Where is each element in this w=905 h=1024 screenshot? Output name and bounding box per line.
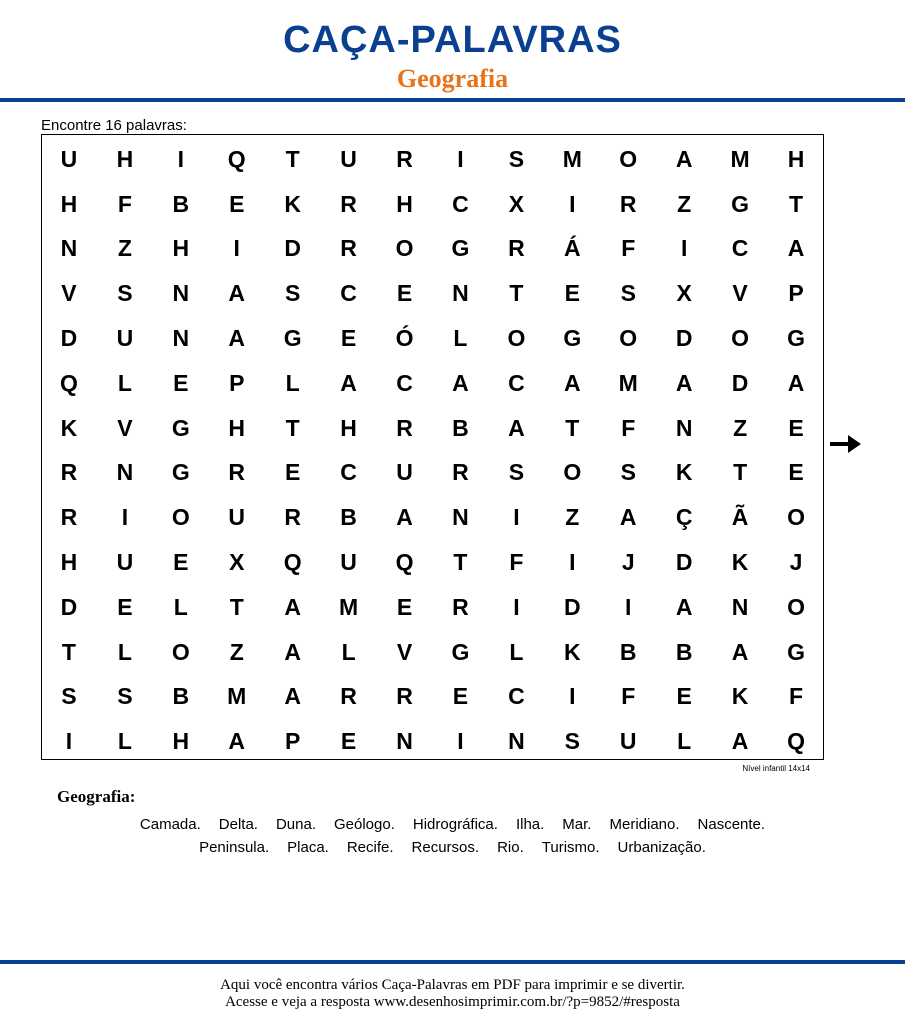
grid-letter[interactable]: O xyxy=(731,325,750,352)
grid-letter[interactable]: X xyxy=(229,549,245,576)
word-item: Turismo. xyxy=(541,839,600,856)
grid-letter[interactable]: O xyxy=(787,593,805,620)
grid-letter[interactable]: N xyxy=(731,593,749,620)
grid-letter[interactable]: P xyxy=(229,369,245,396)
grid-letter[interactable]: F xyxy=(621,414,636,441)
grid-letter[interactable]: T xyxy=(788,190,804,217)
grid-letter[interactable]: U xyxy=(228,504,246,531)
grid-letter[interactable]: R xyxy=(452,459,469,486)
grid-letter[interactable]: F xyxy=(621,683,636,710)
grid-letter[interactable]: I xyxy=(569,683,576,710)
grid-letter[interactable]: E xyxy=(396,593,413,620)
grid-letter[interactable]: O xyxy=(619,325,638,352)
grid-letter[interactable]: I xyxy=(569,190,576,217)
grid-letter[interactable]: N xyxy=(396,728,413,755)
grid-letter[interactable]: E xyxy=(788,459,804,486)
grid-letter[interactable]: F xyxy=(621,235,636,262)
grid-letter[interactable]: K xyxy=(731,549,749,576)
grid-letter[interactable]: H xyxy=(172,235,190,262)
grid-letter[interactable]: R xyxy=(508,235,525,262)
grid-letter[interactable]: A xyxy=(452,369,469,396)
grid-letter[interactable]: T xyxy=(733,459,748,486)
page-title: CAÇA-PALAVRAS xyxy=(283,19,622,61)
grid-letter[interactable]: R xyxy=(228,459,246,486)
grid-letter[interactable]: D xyxy=(675,325,693,352)
grid-letter[interactable]: Q xyxy=(395,549,414,576)
level-label: Nível infantil 14x14 xyxy=(742,764,810,773)
page-subtitle: Geografia xyxy=(396,64,509,93)
grid-letter[interactable]: O xyxy=(563,459,582,486)
grid-letter[interactable]: D xyxy=(564,593,581,620)
word-item: Recursos. xyxy=(411,839,480,856)
grid-letter[interactable]: A xyxy=(675,369,693,396)
grid-letter[interactable]: P xyxy=(788,280,804,307)
grid-letter[interactable]: Z xyxy=(677,190,692,217)
grid-letter[interactable]: L xyxy=(677,728,692,755)
grid-letter[interactable]: A xyxy=(228,728,246,755)
grid-letter[interactable]: M xyxy=(227,683,247,710)
grid-letter[interactable]: I xyxy=(121,504,129,531)
grid-letter[interactable]: R xyxy=(396,145,413,172)
footer-text-2: Acesse e veja a resposta www.desenhosimprimir.com.br/?p=9852/#resposta xyxy=(225,994,680,1010)
grid-letter[interactable]: N xyxy=(675,414,693,441)
grid-letter[interactable]: C xyxy=(340,459,357,486)
grid-letter[interactable]: J xyxy=(621,549,635,576)
grid-letter[interactable]: C xyxy=(508,369,525,396)
grid-letter[interactable]: B xyxy=(340,504,357,531)
grid-letter[interactable]: A xyxy=(284,683,301,710)
footer-text-1: Aqui você encontra vários Caça-Palavras em PDF para imprimir e se divertir. xyxy=(220,977,685,993)
grid-letter[interactable]: I xyxy=(457,145,464,172)
word-item: Peninsula. xyxy=(199,839,270,856)
grid-letter[interactable]: J xyxy=(789,549,803,576)
grid-letter[interactable]: O xyxy=(171,504,190,531)
grid-letter[interactable]: Ó xyxy=(395,325,414,352)
grid-letter[interactable]: E xyxy=(173,549,189,576)
grid-letter[interactable]: N xyxy=(508,728,525,755)
grid-letter[interactable]: M xyxy=(730,145,750,172)
grid-letter[interactable]: A xyxy=(396,504,413,531)
grid-letter[interactable]: T xyxy=(285,414,300,441)
grid-letter[interactable]: U xyxy=(340,549,357,576)
grid-letter[interactable]: S xyxy=(508,459,525,486)
grid-letter[interactable]: U xyxy=(396,459,413,486)
grid-letter[interactable]: R xyxy=(619,190,637,217)
grid-letter[interactable]: E xyxy=(229,190,245,217)
grid-letter[interactable]: H xyxy=(787,145,805,172)
grid-letter[interactable]: A xyxy=(675,145,693,172)
grid-letter[interactable]: U xyxy=(60,145,78,172)
grid-letter[interactable]: I xyxy=(513,593,520,620)
grid-letter[interactable]: A xyxy=(619,504,637,531)
grid-letter[interactable]: Z xyxy=(565,504,580,531)
word-item: Camada. xyxy=(139,816,201,833)
grid-letter[interactable]: T xyxy=(61,638,76,665)
grid-letter[interactable]: N xyxy=(452,280,469,307)
grid-letter[interactable]: I xyxy=(569,549,576,576)
grid-letter[interactable]: B xyxy=(452,414,469,441)
grid-letter[interactable]: S xyxy=(508,145,525,172)
grid-letter[interactable]: L xyxy=(285,369,300,396)
grid-letter[interactable]: O xyxy=(787,504,805,531)
grid-letter[interactable]: V xyxy=(61,280,77,307)
grid-letter[interactable]: S xyxy=(117,683,133,710)
grid-letter[interactable]: G xyxy=(451,638,470,665)
grid-letter[interactable]: T xyxy=(565,414,580,441)
grid-letter[interactable]: O xyxy=(619,145,638,172)
grid-letter[interactable]: L xyxy=(453,325,468,352)
word-item: Recife. xyxy=(346,839,394,856)
grid-letter[interactable]: R xyxy=(340,190,357,217)
grid-letter[interactable]: E xyxy=(340,325,357,352)
word-item: Hidrográfica. xyxy=(412,816,498,833)
grid-letter[interactable]: D xyxy=(675,549,693,576)
grid-letter[interactable]: E xyxy=(788,414,804,441)
grid-letter[interactable]: L xyxy=(117,638,132,665)
grid-letter[interactable]: L xyxy=(173,593,188,620)
grid-letter[interactable]: D xyxy=(60,593,78,620)
grid-letter[interactable]: Q xyxy=(787,728,805,755)
grid-letter[interactable]: K xyxy=(731,683,749,710)
grid-letter[interactable]: G xyxy=(451,235,470,262)
grid-letter[interactable]: G xyxy=(787,638,805,665)
grid-letter[interactable]: H xyxy=(116,145,134,172)
grid-letter[interactable]: Q xyxy=(227,145,246,172)
arrow-right-icon[interactable] xyxy=(830,434,862,454)
grid-letter[interactable]: S xyxy=(620,459,636,486)
grid-letter[interactable]: D xyxy=(60,325,78,352)
grid-letter[interactable]: N xyxy=(60,235,78,262)
word-item: Ilha. xyxy=(515,816,545,833)
grid-letter[interactable]: I xyxy=(177,145,184,172)
grid-letter[interactable]: N xyxy=(172,280,190,307)
grid-letter[interactable]: C xyxy=(731,235,749,262)
grid-letter[interactable]: A xyxy=(228,280,246,307)
grid-letter[interactable]: B xyxy=(172,190,190,217)
grid-letter[interactable]: S xyxy=(117,280,133,307)
grid-letter[interactable]: S xyxy=(564,728,580,755)
grid-letter[interactable]: I xyxy=(65,728,73,755)
grid-letter[interactable]: I xyxy=(457,728,464,755)
grid-letter[interactable]: H xyxy=(172,728,190,755)
grid-letter[interactable]: O xyxy=(507,325,526,352)
grid-letter[interactable]: E xyxy=(676,683,692,710)
grid-letter[interactable]: S xyxy=(620,280,636,307)
grid-letter[interactable]: U xyxy=(116,325,134,352)
grid-letter[interactable]: G xyxy=(171,459,190,486)
grid-letter[interactable]: H xyxy=(228,414,246,441)
grid-letter[interactable]: R xyxy=(396,683,413,710)
grid-letter[interactable]: H xyxy=(60,549,78,576)
grid-letter[interactable]: V xyxy=(732,280,748,307)
grid-letter[interactable]: V xyxy=(117,414,133,441)
grid-letter[interactable]: I xyxy=(625,593,632,620)
grid-letter[interactable]: P xyxy=(285,728,301,755)
instruction-text: Encontre 16 palavras: xyxy=(41,117,187,134)
grid-letter[interactable]: N xyxy=(172,325,190,352)
grid-letter[interactable]: L xyxy=(117,369,132,396)
grid-letter[interactable]: U xyxy=(619,728,637,755)
grid-letter[interactable]: I xyxy=(680,235,688,262)
word-list-line-2 xyxy=(0,839,905,857)
grid-letter[interactable]: K xyxy=(564,638,581,665)
word-item: Meridiano. xyxy=(609,816,680,833)
grid-letter[interactable]: I xyxy=(513,504,520,531)
grid-letter[interactable]: R xyxy=(396,414,413,441)
grid-letter[interactable]: R xyxy=(60,459,78,486)
grid-letter[interactable]: A xyxy=(340,369,357,396)
word-item: Geólogo. xyxy=(334,816,395,833)
grid-letter[interactable]: Ã xyxy=(731,504,749,531)
grid-letter[interactable]: A xyxy=(787,369,805,396)
grid-letter[interactable]: E xyxy=(285,459,301,486)
word-item: Duna. xyxy=(275,816,316,833)
grid-letter[interactable]: A xyxy=(564,369,581,396)
grid-letter[interactable]: A xyxy=(787,235,805,262)
grid-letter[interactable]: G xyxy=(171,414,190,441)
grid-letter[interactable]: C xyxy=(396,369,413,396)
grid-letter[interactable]: R xyxy=(452,593,469,620)
grid-letter[interactable]: H xyxy=(340,414,357,441)
grid-letter[interactable]: T xyxy=(285,145,300,172)
grid-letter[interactable]: A xyxy=(228,325,246,352)
grid-letter[interactable]: K xyxy=(284,190,301,217)
grid-letter[interactable]: U xyxy=(340,145,357,172)
grid-letter[interactable]: M xyxy=(339,593,359,620)
grid-letter[interactable]: Q xyxy=(283,549,302,576)
grid-letter[interactable]: G xyxy=(563,325,582,352)
grid-letter[interactable]: C xyxy=(508,683,525,710)
grid-letter[interactable]: A xyxy=(284,593,301,620)
grid-letter[interactable]: B xyxy=(675,638,693,665)
grid-letter[interactable]: Á xyxy=(564,235,581,262)
grid-letter[interactable]: C xyxy=(340,280,357,307)
grid-letter[interactable]: F xyxy=(788,683,804,710)
grid-letter[interactable]: L xyxy=(117,728,132,755)
grid-letter[interactable]: Z xyxy=(733,414,748,441)
grid-letter[interactable]: F xyxy=(509,549,524,576)
grid-letter[interactable]: A xyxy=(675,593,693,620)
word-list-title: Geografia: xyxy=(57,787,136,806)
grid-letter[interactable]: B xyxy=(619,638,637,665)
grid-letter[interactable]: O xyxy=(171,638,190,665)
word-item: Rio. xyxy=(497,839,524,856)
grid-letter[interactable]: T xyxy=(509,280,524,307)
grid-letter[interactable]: V xyxy=(396,638,413,665)
grid-letter[interactable]: D xyxy=(731,369,749,396)
grid-letter[interactable]: R xyxy=(284,504,301,531)
grid-letter[interactable]: M xyxy=(562,145,582,172)
grid-letter[interactable]: E xyxy=(564,280,580,307)
grid-letter[interactable]: B xyxy=(172,683,190,710)
grid-letter[interactable]: N xyxy=(452,504,469,531)
grid-letter[interactable]: R xyxy=(60,504,78,531)
grid-letter[interactable]: H xyxy=(60,190,78,217)
word-item: Urbanização. xyxy=(617,839,706,856)
grid-letter[interactable]: U xyxy=(116,549,134,576)
grid-letter[interactable]: E xyxy=(117,593,133,620)
grid-letter[interactable]: E xyxy=(396,280,413,307)
grid-letter[interactable]: A xyxy=(284,638,301,665)
grid-letter[interactable]: E xyxy=(452,683,469,710)
grid-letter[interactable]: L xyxy=(509,638,524,665)
grid-letter[interactable]: G xyxy=(283,325,302,352)
grid-letter[interactable]: A xyxy=(508,414,525,441)
grid-letter[interactable]: T xyxy=(229,593,244,620)
grid-letter[interactable]: G xyxy=(731,190,750,217)
grid-letter[interactable]: E xyxy=(173,369,189,396)
grid-letter[interactable]: G xyxy=(787,325,805,352)
grid-letter[interactable]: S xyxy=(61,683,77,710)
grid-letter[interactable]: Z xyxy=(117,235,132,262)
word-list-line-1 xyxy=(0,816,905,834)
grid-letter[interactable]: L xyxy=(341,638,356,665)
grid-letter[interactable]: K xyxy=(675,459,693,486)
grid-letter[interactable]: I xyxy=(233,235,240,262)
grid-letter[interactable]: Ç xyxy=(675,504,693,531)
grid-letter[interactable]: C xyxy=(452,190,469,217)
grid-letter[interactable]: O xyxy=(395,235,414,262)
word-item: Mar. xyxy=(562,816,592,833)
grid-letter[interactable]: X xyxy=(676,280,692,307)
grid-letter[interactable]: R xyxy=(340,235,357,262)
grid-letter[interactable]: D xyxy=(284,235,301,262)
letter-grid xyxy=(41,137,824,764)
grid-letter[interactable]: R xyxy=(340,683,357,710)
bottom-divider xyxy=(0,960,905,964)
grid-letter[interactable]: Z xyxy=(229,638,244,665)
word-item: Nascente. xyxy=(697,816,766,833)
grid-letter[interactable]: A xyxy=(731,638,749,665)
grid-letter[interactable]: S xyxy=(285,280,301,307)
grid-letter[interactable]: E xyxy=(340,728,357,755)
top-divider xyxy=(0,98,905,102)
word-item: Delta. xyxy=(218,816,258,833)
grid-letter[interactable]: N xyxy=(116,459,134,486)
grid-letter[interactable]: M xyxy=(618,369,638,396)
grid-letter[interactable]: Q xyxy=(60,369,78,396)
grid-letter[interactable]: F xyxy=(117,190,132,217)
word-item: Placa. xyxy=(287,839,329,856)
grid-letter[interactable]: H xyxy=(396,190,413,217)
grid-letter[interactable]: T xyxy=(453,549,468,576)
grid-letter[interactable]: X xyxy=(508,190,525,217)
grid-letter[interactable]: A xyxy=(731,728,749,755)
grid-letter[interactable]: K xyxy=(60,414,78,441)
